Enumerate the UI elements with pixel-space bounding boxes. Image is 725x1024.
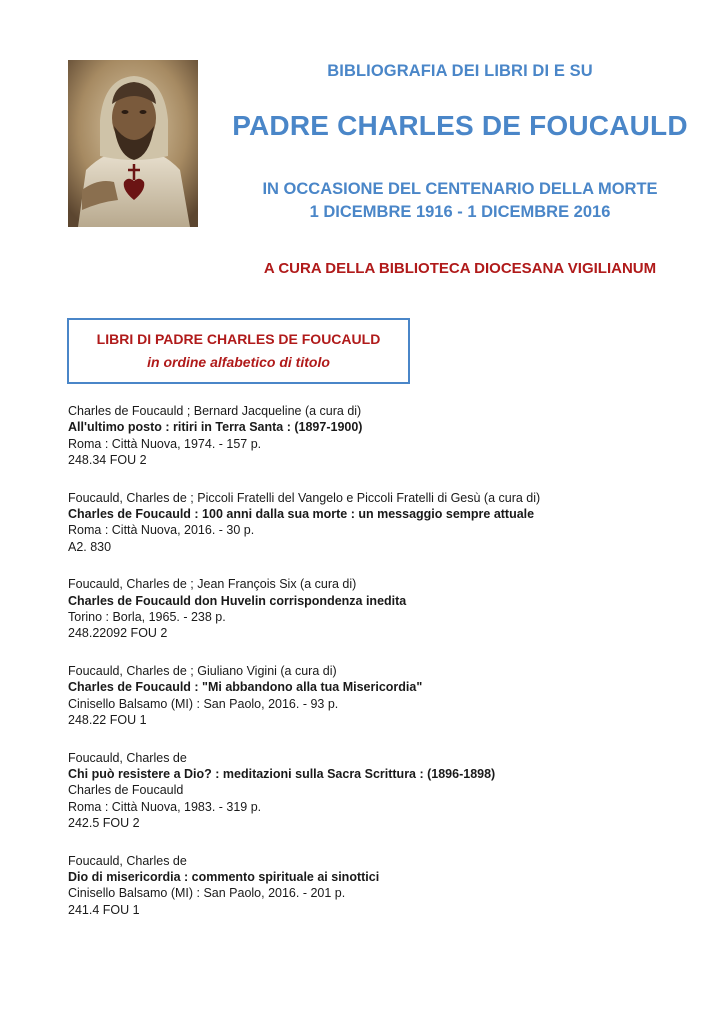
- entry-callnumber: 248.34 FOU 2: [68, 453, 147, 468]
- occasion-line-1: IN OCCASIONE DEL CENTENARIO DELLA MORTE: [262, 180, 658, 198]
- entry-callnumber: A2. 830: [68, 539, 112, 554]
- occasion-line-2: 1 DICEMBRE 1916 - 1 DICEMBRE 2016: [309, 203, 611, 221]
- entry-title: Dio di misericordia : commento spirituale ai sinottici: [68, 869, 380, 884]
- entry-callnumber: 242.5 FOU 2: [68, 816, 140, 831]
- bibliography-list: [68, 403, 688, 939]
- occasion-text: [215, 178, 705, 224]
- entry-callnumber: 241.4 FOU 1: [68, 902, 140, 917]
- section-heading-box: [67, 318, 410, 384]
- entry-author: Foucauld, Charles de ; Jean François Six (a cura di): [68, 577, 357, 592]
- bibliography-entry: [68, 576, 688, 642]
- bibliography-subtitle: BIBLIOGRAFIA DEI LIBRI DI E SU: [327, 62, 593, 80]
- entry-publisher: Torino : Borla, 1965. - 238 p.: [68, 610, 226, 625]
- entry-author: Foucauld, Charles de ; Piccoli Fratelli del Vangelo e Piccoli Fratelli di Gesù (a cura di): [68, 490, 541, 505]
- entry-extra: Charles de Foucauld: [68, 783, 184, 798]
- section-subtitle: in ordine alfabetico di titolo: [147, 354, 330, 370]
- bibliography-entry: [68, 853, 688, 919]
- page-title: PADRE CHARLES DE FOUCAULD: [232, 110, 688, 141]
- entry-title: All'ultimo posto : ritiri in Terra Santa : (1897-1900): [68, 420, 363, 435]
- entry-title: Charles de Foucauld don Huvelin corrispondenza inedita: [68, 593, 407, 608]
- entry-publisher: Roma : Città Nuova, 2016. - 30 p.: [68, 523, 255, 538]
- entry-callnumber: 248.22092 FOU 2: [68, 626, 168, 641]
- portrait-photo: [68, 60, 198, 227]
- curator-line: A CURA DELLA BIBLIOTECA DIOCESANA VIGILIANUM: [263, 260, 657, 277]
- entry-publisher: Cinisello Balsamo (MI) : San Paolo, 2016. - 93 p.: [68, 696, 339, 711]
- entry-publisher: Roma : Città Nuova, 1974. - 157 p.: [68, 436, 262, 451]
- entry-title: Charles de Foucauld : 100 anni dalla sua morte : un messaggio sempre attuale: [68, 507, 535, 522]
- entry-title: Charles de Foucauld : "Mi abbandono alla tua Misericordia": [68, 680, 423, 695]
- entry-author: Charles de Foucauld ; Bernard Jacqueline (a cura di): [68, 404, 362, 418]
- entry-publisher: Cinisello Balsamo (MI) : San Paolo, 2016. - 201 p.: [68, 886, 346, 901]
- entry-author: Foucauld, Charles de: [68, 750, 187, 765]
- entry-title: Chi può resistere a Dio? : meditazioni sulla Sacra Scrittura : (1896-1898): [68, 766, 496, 781]
- bibliography-entry: [68, 403, 688, 469]
- bibliography-entry: [68, 490, 688, 556]
- entry-author: Foucauld, Charles de ; Giuliano Vigini (a cura di): [68, 663, 337, 678]
- bibliography-entry: [68, 750, 688, 832]
- entry-callnumber: 248.22 FOU 1: [68, 713, 147, 728]
- bibliography-entry: [68, 663, 688, 729]
- entry-author: Foucauld, Charles de: [68, 853, 187, 868]
- section-title: LIBRI DI PADRE CHARLES DE FOUCAULD: [96, 331, 381, 347]
- entry-publisher: Roma : Città Nuova, 1983. - 319 p.: [68, 799, 262, 814]
